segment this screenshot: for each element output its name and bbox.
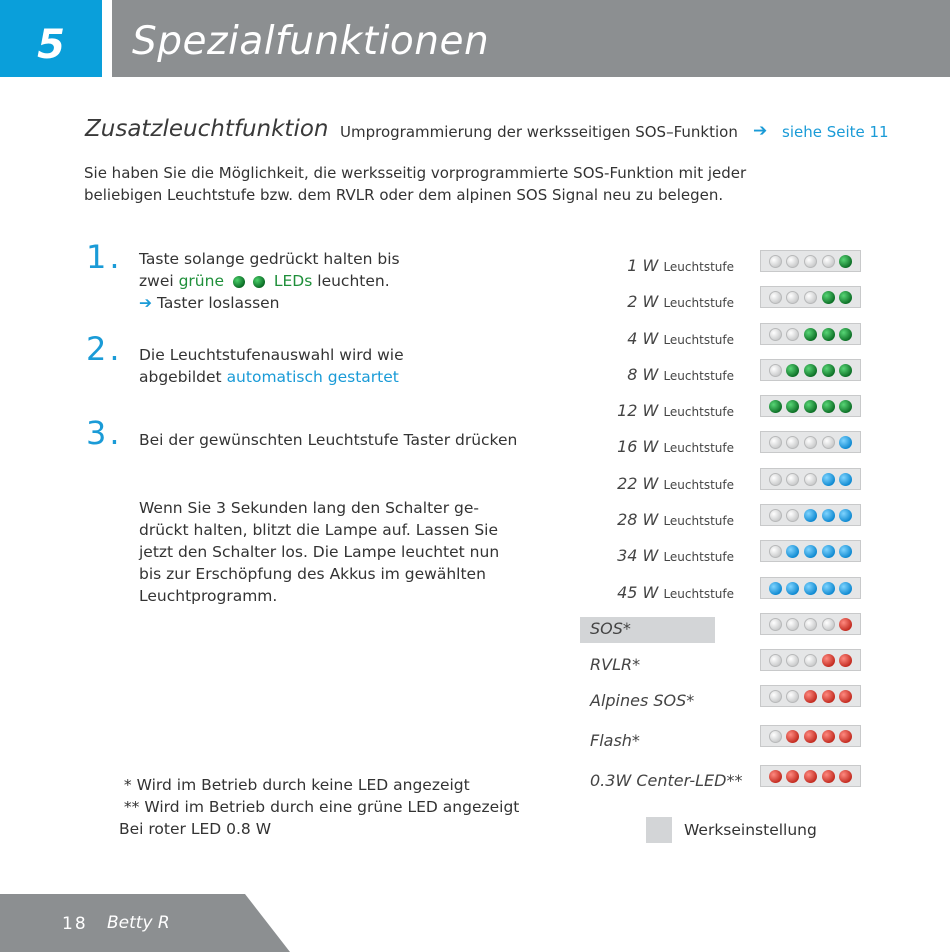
led-blue-icon — [822, 582, 835, 595]
level-label — [590, 731, 640, 750]
chapter-number: 5 — [37, 22, 65, 68]
arrow-right-icon: ➔ — [139, 294, 152, 312]
led-off-icon — [804, 291, 817, 304]
led-red-icon — [822, 654, 835, 667]
led-off-icon — [769, 730, 782, 743]
step-number-3: 3. — [86, 414, 123, 452]
level-watts: 2 W — [627, 292, 659, 311]
led-off-icon — [786, 436, 799, 449]
level-watts: 28 W — [617, 510, 659, 529]
led-red-icon — [822, 730, 835, 743]
led-level-row — [580, 437, 870, 463]
step-word: zwei — [139, 272, 174, 290]
led-off-icon — [769, 473, 782, 486]
level-label — [627, 365, 734, 384]
level-watts: 45 W — [617, 583, 659, 602]
led-green-icon — [804, 328, 817, 341]
led-level-row — [580, 619, 870, 645]
page-reference-link[interactable]: siehe Seite 11 — [782, 123, 889, 141]
level-label — [627, 256, 734, 275]
level-suffix: Leuchtstufe — [663, 441, 734, 455]
led-indicator-panel — [760, 685, 861, 707]
level-suffix: Leuchtstufe — [663, 369, 734, 383]
led-red-icon — [839, 618, 852, 631]
factory-setting-swatch — [646, 817, 672, 843]
led-indicator-panel — [760, 649, 861, 671]
level-label — [617, 437, 734, 456]
led-indicator-panel — [760, 395, 861, 417]
level-label — [627, 292, 734, 311]
led-off-icon — [822, 436, 835, 449]
led-level-row — [580, 655, 870, 681]
led-off-icon — [786, 618, 799, 631]
led-level-row — [580, 401, 870, 427]
led-indicator-panel — [760, 577, 861, 599]
led-level-row — [580, 256, 870, 282]
led-red-icon — [804, 690, 817, 703]
step-line — [139, 292, 400, 314]
green-led-icon — [253, 276, 265, 288]
led-level-row — [580, 731, 870, 757]
led-blue-icon — [769, 582, 782, 595]
led-green-icon — [804, 400, 817, 413]
chapter-number-box — [0, 0, 102, 77]
step-word: abgebildet — [139, 368, 222, 386]
led-red-icon — [769, 770, 782, 783]
led-blue-icon — [822, 509, 835, 522]
led-blue-icon — [786, 582, 799, 595]
note-line: Wenn Sie 3 Sekunden lang den Schalter ge- — [139, 499, 479, 517]
led-level-row — [580, 691, 870, 717]
led-green-icon — [786, 400, 799, 413]
led-green-icon — [822, 291, 835, 304]
led-level-row — [580, 365, 870, 391]
step-line: Bei der gewünschten Leuchtstufe Taster drücken — [139, 431, 518, 449]
led-indicator-panel — [760, 613, 861, 635]
led-indicator-panel — [760, 765, 861, 787]
note-line: drückt halten, blitzt die Lampe auf. Lassen Sie — [139, 521, 499, 539]
step-word: Taster loslassen — [156, 294, 280, 312]
led-blue-icon — [839, 436, 852, 449]
led-green-icon — [769, 400, 782, 413]
led-green-icon — [839, 255, 852, 268]
led-blue-icon — [839, 545, 852, 558]
green-led-icon — [233, 276, 245, 288]
step-line: Die Leuchtstufenauswahl wird wie — [139, 346, 404, 364]
level-label — [617, 546, 734, 565]
led-off-icon — [769, 690, 782, 703]
led-red-icon — [839, 654, 852, 667]
led-red-icon — [839, 690, 852, 703]
level-label — [590, 691, 694, 710]
level-label — [617, 583, 734, 602]
arrow-right-icon: ➔ — [753, 121, 768, 141]
level-watts: 34 W — [617, 546, 659, 565]
led-level-row — [580, 292, 870, 318]
led-indicator-panel — [760, 323, 861, 345]
footnotes — [119, 774, 519, 840]
section-description: Umprogrammierung der werksseitigen SOS–Funktion — [340, 123, 738, 141]
led-red-icon — [804, 770, 817, 783]
level-watts: 1 W — [627, 256, 659, 275]
level-suffix: Leuchtstufe — [663, 260, 734, 274]
led-indicator-panel — [760, 286, 861, 308]
footnote-line: * Wird im Betrieb durch keine LED angezeigt — [119, 776, 470, 794]
step-line: Taste solange gedrückt halten bis — [139, 250, 400, 268]
led-red-icon — [804, 730, 817, 743]
level-watts: Flash* — [590, 731, 640, 750]
level-watts: SOS* — [590, 619, 631, 638]
level-suffix: Leuchtstufe — [663, 296, 734, 310]
step-number-1: 1. — [86, 238, 123, 276]
led-off-icon — [804, 654, 817, 667]
footnote-line: ** Wird im Betrieb durch eine grüne LED angezeigt — [119, 798, 520, 816]
led-off-icon — [804, 618, 817, 631]
level-watts: Alpines SOS* — [590, 691, 695, 710]
led-red-icon — [822, 770, 835, 783]
led-indicator-panel — [760, 359, 861, 381]
leds-word: LEDs — [273, 272, 313, 290]
led-indicator-panel — [760, 250, 861, 272]
level-suffix: Leuchtstufe — [663, 333, 734, 347]
led-off-icon — [786, 255, 799, 268]
level-label — [590, 771, 742, 790]
note-line: jetzt den Schalter los. Die Lampe leuchtet nun — [139, 543, 500, 561]
level-label — [590, 655, 640, 674]
led-off-icon — [769, 328, 782, 341]
step-number-2: 2. — [86, 330, 123, 368]
intro-line: Sie haben Sie die Möglichkeit, die werksseitig vorprogrammierte SOS-Funktion mit jeder — [84, 164, 747, 182]
led-off-icon — [786, 690, 799, 703]
led-red-icon — [839, 730, 852, 743]
level-label — [617, 401, 734, 420]
led-off-icon — [804, 473, 817, 486]
led-level-row — [580, 510, 870, 536]
led-blue-icon — [822, 473, 835, 486]
led-off-icon — [804, 436, 817, 449]
led-level-row — [580, 474, 870, 500]
level-suffix: Leuchtstufe — [663, 478, 734, 492]
led-green-icon — [839, 291, 852, 304]
led-red-icon — [786, 730, 799, 743]
led-green-icon — [839, 328, 852, 341]
level-watts: 0.3W Center-LED** — [590, 771, 743, 790]
led-off-icon — [822, 255, 835, 268]
level-label — [617, 474, 734, 493]
led-off-icon — [786, 328, 799, 341]
step-word: leuchten. — [317, 272, 390, 290]
page-title: Spezialfunktionen — [132, 19, 490, 64]
level-watts: 12 W — [617, 401, 659, 420]
level-watts: 8 W — [627, 365, 659, 384]
note-paragraph — [139, 497, 509, 607]
led-indicator-panel — [760, 504, 861, 526]
led-off-icon — [769, 618, 782, 631]
led-off-icon — [769, 509, 782, 522]
led-off-icon — [804, 255, 817, 268]
page-number: 18 — [62, 914, 88, 934]
led-green-icon — [786, 364, 799, 377]
level-suffix: Leuchtstufe — [663, 550, 734, 564]
footer-brand: Betty R — [107, 913, 170, 933]
step-line — [139, 270, 400, 292]
led-off-icon — [786, 473, 799, 486]
level-watts: 4 W — [627, 329, 659, 348]
intro-paragraph — [84, 162, 804, 206]
blue-phrase: automatisch gestartet — [226, 368, 399, 386]
level-label — [580, 617, 715, 643]
led-indicator-panel — [760, 725, 861, 747]
factory-setting-label: Werkseinstellung — [684, 821, 817, 839]
note-line: bis zur Erschöpfung des Akkus im gewählten — [139, 565, 486, 583]
intro-line: beliebigen Leuchtstufe bzw. dem RVLR oder dem alpinen SOS Signal neu zu belegen. — [84, 186, 724, 204]
led-level-row — [580, 329, 870, 355]
led-level-row — [580, 583, 870, 609]
led-blue-icon — [822, 545, 835, 558]
led-off-icon — [769, 255, 782, 268]
section-title: Zusatzleuchtfunktion — [85, 116, 329, 142]
note-line: Leuchtprogramm. — [139, 587, 278, 605]
led-off-icon — [769, 545, 782, 558]
led-level-row — [580, 771, 870, 797]
led-green-icon — [822, 364, 835, 377]
led-off-icon — [769, 654, 782, 667]
led-blue-icon — [804, 509, 817, 522]
led-red-icon — [839, 770, 852, 783]
step-text-3 — [139, 429, 517, 451]
step-text-1 — [139, 248, 400, 314]
led-level-row — [580, 546, 870, 572]
level-label — [617, 510, 734, 529]
led-indicator-panel — [760, 540, 861, 562]
led-indicator-panel — [760, 468, 861, 490]
led-green-icon — [839, 364, 852, 377]
led-off-icon — [769, 364, 782, 377]
led-blue-icon — [839, 509, 852, 522]
level-label — [627, 329, 734, 348]
led-blue-icon — [839, 473, 852, 486]
led-green-icon — [839, 400, 852, 413]
led-blue-icon — [786, 545, 799, 558]
level-watts: RVLR* — [590, 655, 641, 674]
level-watts: 16 W — [617, 437, 659, 456]
led-off-icon — [769, 291, 782, 304]
step-line — [139, 366, 404, 388]
level-watts: 22 W — [617, 474, 659, 493]
level-suffix: Leuchtstufe — [663, 405, 734, 419]
led-off-icon — [786, 291, 799, 304]
led-off-icon — [786, 654, 799, 667]
led-red-icon — [822, 690, 835, 703]
green-word: grüne — [178, 272, 224, 290]
led-off-icon — [786, 509, 799, 522]
led-off-icon — [822, 618, 835, 631]
led-blue-icon — [839, 582, 852, 595]
led-indicator-panel — [760, 431, 861, 453]
level-suffix: Leuchtstufe — [663, 587, 734, 601]
led-off-icon — [769, 436, 782, 449]
led-green-icon — [822, 400, 835, 413]
level-suffix: Leuchtstufe — [663, 514, 734, 528]
led-red-icon — [786, 770, 799, 783]
led-green-icon — [822, 328, 835, 341]
led-blue-icon — [804, 545, 817, 558]
step-text-2 — [139, 344, 404, 388]
led-green-icon — [804, 364, 817, 377]
footnote-line: Bei roter LED 0.8 W — [119, 820, 272, 838]
led-blue-icon — [804, 582, 817, 595]
